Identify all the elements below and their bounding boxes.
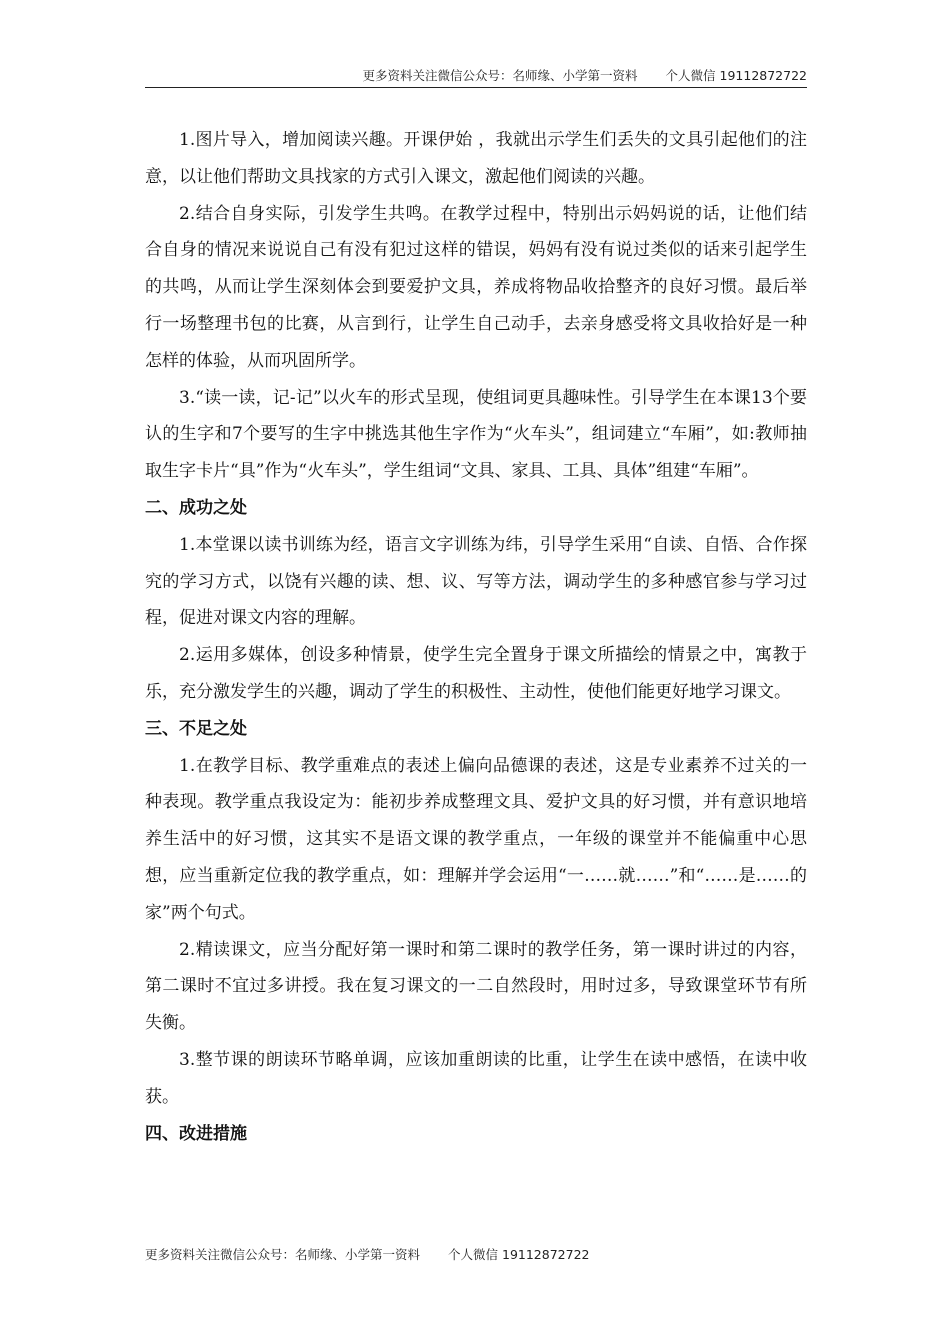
paragraph: 1.在教学目标、教学重难点的表述上偏向品德课的表述，这是专业素养不过关的一种表现。教学重点我设定为：能初步养成整理文具、爱护文具的好习惯，并有意识地培养生活中的好习惯，这其实不是语文课的教学重点，一年级的课堂并不能偏重中心思想，应当重新定位我的教学重点，如：理解并学会运用“一……就……”和“……是……的家”两个句式。	[145, 755, 807, 923]
page-footer	[145, 1245, 807, 1265]
paragraph: 3.整节课的朗读环节略单调，应该加重朗读的比重，让学生在读中感悟，在读中收获。	[145, 1049, 807, 1107]
header-text: 更多资料关注微信公众号：名师缘、小学第一资料	[362, 68, 638, 83]
paragraph: 2.结合自身实际，引发学生共鸣。在教学过程中，特别出示妈妈说的话，让他们结合自身的情况来说说自己有没有犯过这样的错误，妈妈有没有说过类似的话来引起学生的共鸣，从而让学生深刻体会到要爱护文具，养成将物品收拾整齐的良好习惯。最后举行一场整理书包的比赛，从言到行，让学生自己动手，去亲身感受将文具收拾好是一种怎样的体验，从而巩固所学。	[145, 203, 807, 371]
header-divider	[145, 87, 807, 88]
paragraph: 1.本堂课以读书训练为经，语言文字训练为纬，引导学生采用“自读、自悟、合作探究的学习方式，以饶有兴趣的读、想、议、写等方法，调动学生的多种感官参与学习过程，促进对课文内容的理解。	[145, 534, 807, 629]
paragraph: 2.精读课文，应当分配好第一课时和第二课时的教学任务，第一课时讲过的内容，第二课时不宜过多讲授。我在复习课文的一二自然段时，用时过多，导致课堂环节有所失衡。	[145, 939, 807, 1034]
section-heading-shortcomings: 三、不足之处	[145, 718, 247, 739]
paragraph: 3.“读一读，记-记”以火车的形式呈现，使组词更具趣味性。引导学生在本课13个要认的生字和7个要写的生字中挑选其他生字作为“火车头”，组词建立“车厢”，如:教师抽取生字卡片“具”作为“火车头”，学生组词“文具、家具、工具、具体”组建“车厢”。	[145, 387, 807, 482]
footer-text: 更多资料关注微信公众号：名师缘、小学第一资料	[145, 1247, 421, 1262]
paragraph: 2.运用多媒体，创设多种情景，使学生完全置身于课文所描绘的情景之中，寓教于乐，充分激发学生的兴趣，调动了学生的积极性、主动性，使他们能更好地学习课文。	[145, 645, 807, 702]
footer-wechat: 个人微信 19112872722	[448, 1247, 590, 1262]
header-wechat: 个人微信 19112872722	[665, 68, 807, 83]
section-heading-improvements: 四、改进措施	[145, 1123, 247, 1144]
section-heading-success: 二、成功之处	[145, 497, 247, 518]
page-header	[145, 66, 807, 88]
paragraph: 1.图片导入，增加阅读兴趣。开课伊始 ，我就出示学生们丢失的文具引起他们的注意，以让他们帮助文具找家的方式引入课文，激起他们阅读的兴趣。	[145, 130, 807, 187]
document-body	[145, 122, 807, 1152]
